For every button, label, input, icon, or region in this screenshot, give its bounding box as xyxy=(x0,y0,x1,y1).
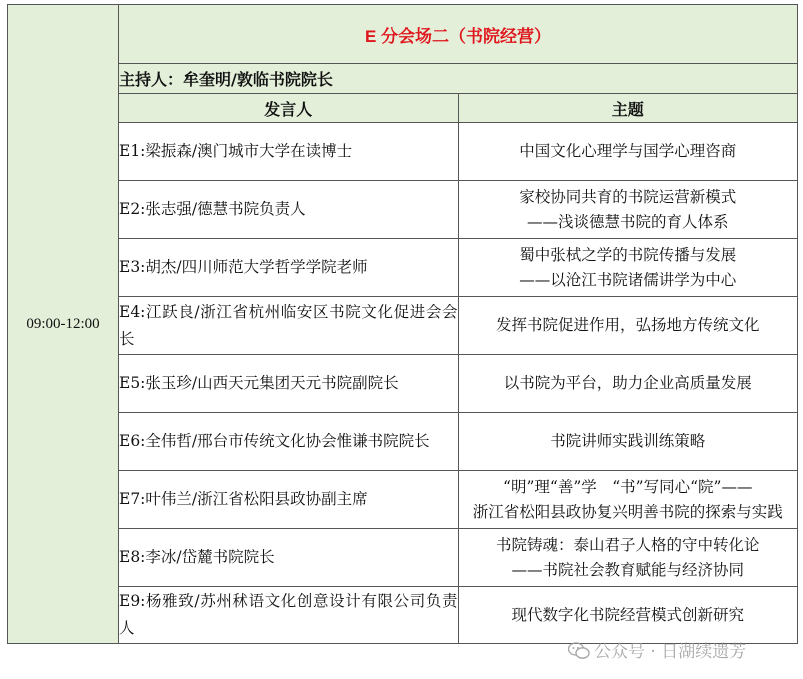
table-row xyxy=(8,239,798,297)
topic-line: 现代数字化书院经营模式创新研究 xyxy=(511,605,744,624)
speaker-cell: E2:张志强/德慧书院负责人 xyxy=(119,181,459,239)
speaker-cell: E1:梁振森/澳门城市大学在读博士 xyxy=(119,123,459,181)
table-row xyxy=(8,355,798,413)
topic-line: 以书院为平台，助力企业高质量发展 xyxy=(503,374,752,392)
wechat-icon xyxy=(568,642,590,660)
topic-line: 书院铸魂：泰山君子人格的守中转化论 xyxy=(495,535,760,554)
topic-line: 发挥书院促进作用，弘扬地方传统文化 xyxy=(495,316,760,334)
topic-cell xyxy=(458,413,798,471)
topic-cell xyxy=(458,239,798,297)
speaker-cell: E5:张玉珍/山西天元集团天元书院副院长 xyxy=(119,355,459,413)
table-row xyxy=(8,529,798,587)
topic-subline: ——以沧江书院诸儒讲学为中心 xyxy=(519,270,737,289)
table-row xyxy=(8,587,798,644)
speaker-header: 发言人 xyxy=(119,94,459,123)
watermark-text: 公众号 · 日湖续遗芳 xyxy=(594,642,747,662)
topic-cell xyxy=(458,355,798,413)
topic-header: 主题 xyxy=(458,94,798,123)
topic-subline: 浙江省松阳县政协复兴明善书院的探索与实践 xyxy=(472,502,783,521)
speaker-cell: E3:胡杰/四川师范大学哲学学院老师 xyxy=(119,239,459,297)
topic-line: “明”理“善”学 “书”写同心“院”—— xyxy=(503,477,753,496)
topic-cell xyxy=(458,529,798,587)
session-title: E 分会场二（书院经营） xyxy=(119,5,798,64)
topic-line: 家校协同共育的书院运营新模式 xyxy=(519,187,737,206)
speaker-cell: E7:叶伟兰/浙江省松阳县政协副主席 xyxy=(119,471,459,529)
time-cell: 09:00-12:00 xyxy=(8,5,119,644)
topic-cell xyxy=(458,471,798,529)
watermark xyxy=(568,637,798,665)
speaker-cell: E9:杨雅致/苏州秫语文化创意设计有限公司负责人 xyxy=(119,587,459,644)
topic-line: 中国文化心理学与国学心理咨商 xyxy=(519,142,737,160)
schedule-table xyxy=(7,4,798,644)
table-row xyxy=(8,471,798,529)
topic-cell xyxy=(458,123,798,181)
topic-line: 蜀中张栻之学的书院传播与发展 xyxy=(519,245,737,264)
table-row xyxy=(8,181,798,239)
topic-subline: ——浅谈德慧书院的育人体系 xyxy=(526,212,729,231)
topic-subline: ——书院社会教育赋能与经济协同 xyxy=(511,560,744,579)
host-line: 主持人：牟奎明/敦临书院院长 xyxy=(119,64,798,94)
table-row xyxy=(8,413,798,471)
topic-line: 书院讲师实践训练策略 xyxy=(550,432,706,450)
table-row xyxy=(8,297,798,355)
topic-cell xyxy=(458,181,798,239)
topic-cell xyxy=(458,297,798,355)
speaker-cell: E8:李冰/岱麓书院院长 xyxy=(119,529,459,587)
speaker-cell: E6:全伟哲/邢台市传统文化协会惟谦书院院长 xyxy=(119,413,459,471)
speaker-cell: E4:江跃良/浙江省杭州临安区书院文化促进会会长 xyxy=(119,297,459,355)
table-row xyxy=(8,123,798,181)
topic-cell xyxy=(458,587,798,644)
